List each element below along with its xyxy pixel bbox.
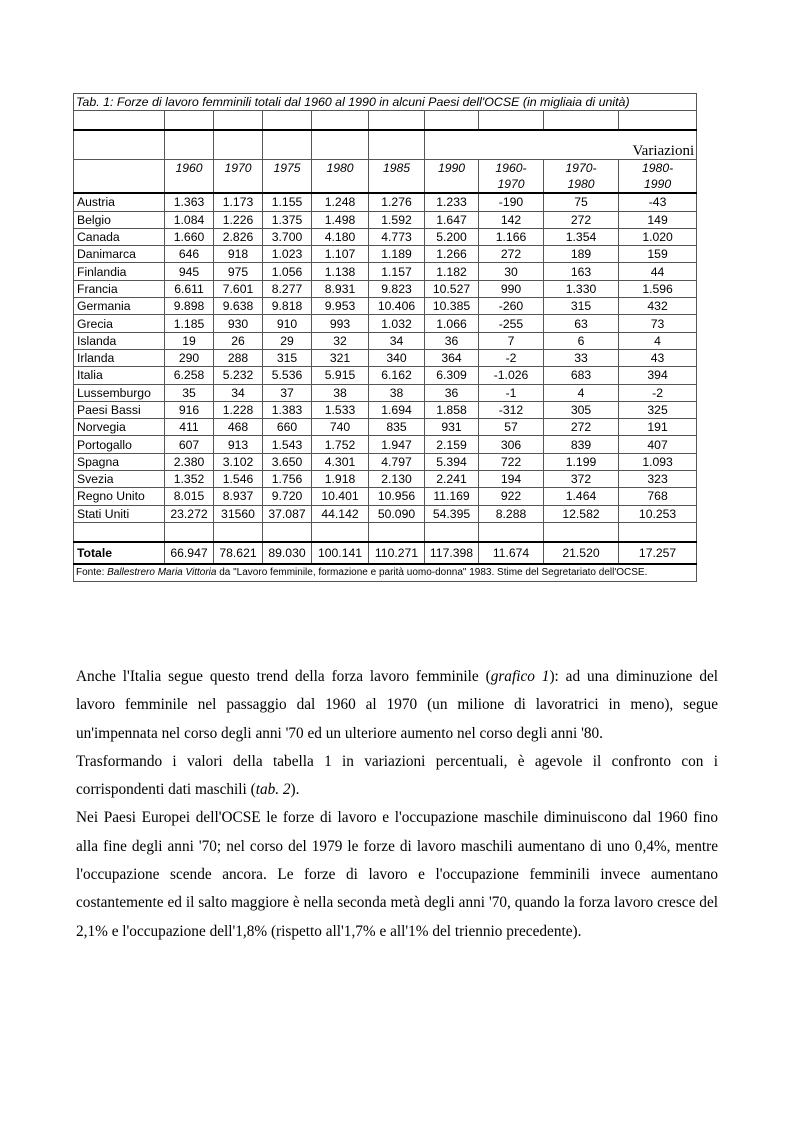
value-cell: 4	[544, 384, 619, 401]
value-cell: 272	[479, 246, 544, 263]
value-cell: 1.182	[425, 263, 479, 280]
value-cell: 1.155	[263, 193, 312, 211]
total-label: Totale	[74, 542, 165, 564]
total-cell: 11.674	[479, 542, 544, 564]
value-cell: 315	[544, 298, 619, 315]
value-cell: 321	[312, 349, 369, 366]
value-cell: 1.032	[369, 315, 425, 332]
value-cell: 1.498	[312, 211, 369, 228]
value-cell: 683	[544, 367, 619, 384]
variation-header-line: 1980	[567, 177, 595, 192]
value-cell: 6	[544, 332, 619, 349]
text-run: Trasformando i valori della tabella 1 in variazioni percentuali, è agevole il confronto con i corrispondenti dati maschili (	[76, 752, 718, 799]
value-cell: 5.536	[263, 367, 312, 384]
value-cell: 1.354	[544, 228, 619, 245]
total-cell: 21.520	[544, 542, 619, 564]
value-cell: 305	[544, 401, 619, 418]
value-cell: 1.330	[544, 280, 619, 297]
value-cell: 2.130	[369, 471, 425, 488]
value-cell: -190	[479, 193, 544, 211]
value-cell: 1.464	[544, 488, 619, 505]
variazioni-header-row	[74, 130, 697, 160]
value-cell: 26	[214, 332, 263, 349]
value-cell: 272	[544, 419, 619, 436]
country-cell: Grecia	[74, 315, 165, 332]
total-cell: 100.141	[312, 542, 369, 564]
value-cell: 3.650	[263, 453, 312, 470]
value-cell: 54.395	[425, 505, 479, 522]
value-cell: 5.232	[214, 367, 263, 384]
value-cell: 4.301	[312, 453, 369, 470]
value-cell: 1.592	[369, 211, 425, 228]
value-cell: 1.858	[425, 401, 479, 418]
variation-header	[544, 160, 619, 194]
country-cell: Lussemburgo	[74, 384, 165, 401]
table-row	[74, 298, 697, 315]
value-cell: 9.720	[263, 488, 312, 505]
value-cell: 931	[425, 419, 479, 436]
value-cell: 922	[479, 488, 544, 505]
value-cell: 3.700	[263, 228, 312, 245]
paragraph: Nei Paesi Europei dell'OCSE le forze di lavoro e l'occupazione maschile diminuiscono dal 1960 fino alla fine degli anni '70; nel corso del 1979 le forze di lavoro maschili aumentano di uno 0,4%, mentre l'occupazione scende ancora. Le forze di lavoro e l'occupazione femminili invece aumentano costantemente ed il salto maggiore è nella seconda metà degli anni '70, quando la forza lavoro cresce del 2,1% e l'occupazione dell'1,8% (rispetto all'1,7% e all'1% del triennio precedente).	[76, 809, 718, 940]
value-cell: -2	[479, 349, 544, 366]
value-cell: 191	[619, 419, 697, 436]
country-cell: Italia	[74, 367, 165, 384]
value-cell: 38	[312, 384, 369, 401]
table-row	[74, 488, 697, 505]
value-cell: 8.931	[312, 280, 369, 297]
value-cell: 43	[619, 349, 697, 366]
value-cell: 1.084	[165, 211, 214, 228]
value-cell: 364	[425, 349, 479, 366]
country-cell: Norvegia	[74, 419, 165, 436]
country-cell: Spagna	[74, 453, 165, 470]
value-cell: 38	[369, 384, 425, 401]
paragraph	[76, 748, 718, 805]
value-cell: 34	[214, 384, 263, 401]
country-cell: Stati Uniti	[74, 505, 165, 522]
year-header-row	[74, 160, 697, 194]
source-row	[74, 564, 697, 582]
country-cell: Canada	[74, 228, 165, 245]
value-cell: 6.611	[165, 280, 214, 297]
value-cell: 1.352	[165, 471, 214, 488]
value-cell: 1.189	[369, 246, 425, 263]
table-row	[74, 315, 697, 332]
year-header: 1985	[369, 160, 425, 194]
country-cell: Austria	[74, 193, 165, 211]
spacer-row	[74, 111, 697, 131]
country-cell: Irlanda	[74, 349, 165, 366]
value-cell: 29	[263, 332, 312, 349]
country-cell: Svezia	[74, 471, 165, 488]
value-cell: 8.288	[479, 505, 544, 522]
value-cell: 1.756	[263, 471, 312, 488]
total-cell: 17.257	[619, 542, 697, 564]
value-cell: 35	[165, 384, 214, 401]
value-cell: 10.406	[369, 298, 425, 315]
table-row	[74, 280, 697, 297]
value-cell: 1.546	[214, 471, 263, 488]
table-source	[74, 564, 697, 582]
value-cell: 1.228	[214, 401, 263, 418]
value-cell: 1.185	[165, 315, 214, 332]
value-cell: 4	[619, 332, 697, 349]
table-row	[74, 263, 697, 280]
value-cell: 660	[263, 419, 312, 436]
source-author: Ballestrero Maria Vittoria	[107, 566, 217, 578]
value-cell: 468	[214, 419, 263, 436]
country-cell: Portogallo	[74, 436, 165, 453]
value-cell: 1.543	[263, 436, 312, 453]
value-cell: 340	[369, 349, 425, 366]
value-cell: 23.272	[165, 505, 214, 522]
value-cell: 740	[312, 419, 369, 436]
table-row	[74, 193, 697, 211]
value-cell: 722	[479, 453, 544, 470]
value-cell: 63	[544, 315, 619, 332]
value-cell: -1	[479, 384, 544, 401]
value-cell: 1.752	[312, 436, 369, 453]
value-cell: 990	[479, 280, 544, 297]
value-cell: 4.773	[369, 228, 425, 245]
value-cell: 149	[619, 211, 697, 228]
total-cell: 66.947	[165, 542, 214, 564]
value-cell: 30	[479, 263, 544, 280]
value-cell: 1.138	[312, 263, 369, 280]
value-cell: 73	[619, 315, 697, 332]
value-cell: 9.638	[214, 298, 263, 315]
table-row	[74, 436, 697, 453]
variazioni-label: Variazioni	[425, 130, 697, 160]
value-cell: 12.582	[544, 505, 619, 522]
value-cell: 8.015	[165, 488, 214, 505]
value-cell: 1.647	[425, 211, 479, 228]
variation-header	[619, 160, 697, 194]
value-cell: 10.401	[312, 488, 369, 505]
value-cell: 432	[619, 298, 697, 315]
value-cell: 2.241	[425, 471, 479, 488]
variation-header-line: 1970-	[565, 161, 597, 176]
table-row	[74, 384, 697, 401]
value-cell: 1.375	[263, 211, 312, 228]
table-row	[74, 332, 697, 349]
value-cell: -1.026	[479, 367, 544, 384]
value-cell: 1.660	[165, 228, 214, 245]
value-cell: 1.173	[214, 193, 263, 211]
value-cell: 57	[479, 419, 544, 436]
table-caption: Tab. 1: Forze di lavoro femminili totali dal 1960 al 1990 in alcuni Paesi dell'OCSE (in migliaia di unità)	[74, 94, 697, 111]
value-cell: 1.157	[369, 263, 425, 280]
value-cell: 1.066	[425, 315, 479, 332]
table-row	[74, 419, 697, 436]
value-cell: 1.248	[312, 193, 369, 211]
value-cell: 32	[312, 332, 369, 349]
value-cell: -255	[479, 315, 544, 332]
value-cell: 189	[544, 246, 619, 263]
variation-header-line: 1970	[497, 177, 525, 192]
value-cell: 916	[165, 401, 214, 418]
value-cell: 1.947	[369, 436, 425, 453]
table-row	[74, 471, 697, 488]
value-cell: 8.277	[263, 280, 312, 297]
value-cell: 6.258	[165, 367, 214, 384]
value-cell: 1.596	[619, 280, 697, 297]
value-cell: 6.309	[425, 367, 479, 384]
value-cell: 5.394	[425, 453, 479, 470]
value-cell: 194	[479, 471, 544, 488]
value-cell: 9.818	[263, 298, 312, 315]
value-cell: 288	[214, 349, 263, 366]
value-cell: 1.226	[214, 211, 263, 228]
value-cell: 11.169	[425, 488, 479, 505]
value-cell: 9.953	[312, 298, 369, 315]
country-cell: Finlandia	[74, 263, 165, 280]
value-cell: 1.363	[165, 193, 214, 211]
value-cell: 411	[165, 419, 214, 436]
value-cell: 37	[263, 384, 312, 401]
value-cell: 325	[619, 401, 697, 418]
country-cell: Regno Unito	[74, 488, 165, 505]
country-cell: Francia	[74, 280, 165, 297]
table-row	[74, 349, 697, 366]
variation-header-line: 1990	[644, 177, 672, 192]
total-cell: 110.271	[369, 542, 425, 564]
value-cell: 1.533	[312, 401, 369, 418]
women-labour-force-table	[73, 93, 697, 582]
value-cell: 34	[369, 332, 425, 349]
total-cell: 117.398	[425, 542, 479, 564]
value-cell: 394	[619, 367, 697, 384]
variation-header	[479, 160, 544, 194]
table-row	[74, 211, 697, 228]
value-cell: 2.826	[214, 228, 263, 245]
spacer-row	[74, 522, 697, 542]
paragraph	[76, 663, 718, 748]
value-cell: 36	[425, 384, 479, 401]
value-cell: 2.380	[165, 453, 214, 470]
table-row	[74, 505, 697, 522]
value-cell: 975	[214, 263, 263, 280]
value-cell: 4.797	[369, 453, 425, 470]
value-cell: 1.166	[479, 228, 544, 245]
value-cell: 6.162	[369, 367, 425, 384]
value-cell: 768	[619, 488, 697, 505]
source-text: da "Lavoro femminile, formazione e parità uomo-donna" 1983. Stime del Segretariato dell'OCSE.	[216, 566, 648, 578]
table-row	[74, 246, 697, 263]
value-cell: 290	[165, 349, 214, 366]
variation-header-line: 1960-	[495, 161, 527, 176]
source-prefix: Fonte:	[76, 566, 108, 578]
table-reference: tab. 2	[255, 781, 291, 799]
value-cell: 44.142	[312, 505, 369, 522]
country-cell: Paesi Bassi	[74, 401, 165, 418]
text-run: Anche l'Italia segue questo trend della forza lavoro femminile (	[76, 668, 491, 685]
value-cell: 159	[619, 246, 697, 263]
value-cell: 163	[544, 263, 619, 280]
value-cell: 7.601	[214, 280, 263, 297]
value-cell: 10.253	[619, 505, 697, 522]
value-cell: 4.180	[312, 228, 369, 245]
value-cell: 993	[312, 315, 369, 332]
value-cell: 7	[479, 332, 544, 349]
value-cell: 5.200	[425, 228, 479, 245]
value-cell: -260	[479, 298, 544, 315]
value-cell: 9.823	[369, 280, 425, 297]
value-cell: 323	[619, 471, 697, 488]
value-cell: 835	[369, 419, 425, 436]
value-cell: 1.020	[619, 228, 697, 245]
value-cell: 306	[479, 436, 544, 453]
country-cell: Belgio	[74, 211, 165, 228]
country-cell: Danimarca	[74, 246, 165, 263]
value-cell: 1.199	[544, 453, 619, 470]
country-cell: Islanda	[74, 332, 165, 349]
value-cell: 1.266	[425, 246, 479, 263]
value-cell: 1.093	[619, 453, 697, 470]
value-cell: 142	[479, 211, 544, 228]
value-cell: 37.087	[263, 505, 312, 522]
value-cell: 1.107	[312, 246, 369, 263]
value-cell: -43	[619, 193, 697, 211]
body-text	[76, 663, 718, 946]
total-cell: 78.621	[214, 542, 263, 564]
value-cell: 8.937	[214, 488, 263, 505]
value-cell: 9.898	[165, 298, 214, 315]
value-cell: 75	[544, 193, 619, 211]
value-cell: 646	[165, 246, 214, 263]
value-cell: 918	[214, 246, 263, 263]
value-cell: 272	[544, 211, 619, 228]
value-cell: 1.694	[369, 401, 425, 418]
value-cell: -312	[479, 401, 544, 418]
value-cell: 839	[544, 436, 619, 453]
value-cell: 407	[619, 436, 697, 453]
variation-header-line: 1980-	[641, 161, 674, 176]
value-cell: 945	[165, 263, 214, 280]
value-cell: 33	[544, 349, 619, 366]
country-cell: Germania	[74, 298, 165, 315]
value-cell: 1.918	[312, 471, 369, 488]
year-header: 1975	[263, 160, 312, 194]
value-cell: 910	[263, 315, 312, 332]
table-row	[74, 453, 697, 470]
women-labour-force-table-section	[73, 93, 696, 582]
year-header: 1960	[165, 160, 214, 194]
value-cell: 607	[165, 436, 214, 453]
year-header: 1980	[312, 160, 369, 194]
value-cell: 2.159	[425, 436, 479, 453]
total-cell: 89.030	[263, 542, 312, 564]
table-row	[74, 228, 697, 245]
value-cell: 1.023	[263, 246, 312, 263]
value-cell: 1.056	[263, 263, 312, 280]
value-cell: 50.090	[369, 505, 425, 522]
value-cell: 3.102	[214, 453, 263, 470]
value-cell: 36	[425, 332, 479, 349]
table-row	[74, 367, 697, 384]
value-cell: 913	[214, 436, 263, 453]
value-cell: 10.956	[369, 488, 425, 505]
value-cell: 10.527	[425, 280, 479, 297]
value-cell: 1.383	[263, 401, 312, 418]
year-header: 1990	[425, 160, 479, 194]
value-cell: 19	[165, 332, 214, 349]
figure-reference: grafico 1	[490, 668, 550, 685]
value-cell: 10.385	[425, 298, 479, 315]
text-run: ).	[290, 781, 300, 799]
value-cell: 5.915	[312, 367, 369, 384]
year-header: 1970	[214, 160, 263, 194]
value-cell: 930	[214, 315, 263, 332]
table-row	[74, 401, 697, 418]
value-cell: 44	[619, 263, 697, 280]
value-cell: 372	[544, 471, 619, 488]
value-cell: 31560	[214, 505, 263, 522]
value-cell: 1.276	[369, 193, 425, 211]
value-cell: 315	[263, 349, 312, 366]
total-row	[74, 542, 697, 564]
text-run: ): ad una diminuzione del lavoro femminile nel passaggio dal 1960 al 1970 (un milione di lavoratrici in meno), segue un'impennata nel corso degli anni '70 ed un ulteriore aumento nel corso degli anni '80.	[76, 668, 719, 742]
value-cell: 1.233	[425, 193, 479, 211]
value-cell: -2	[619, 384, 697, 401]
